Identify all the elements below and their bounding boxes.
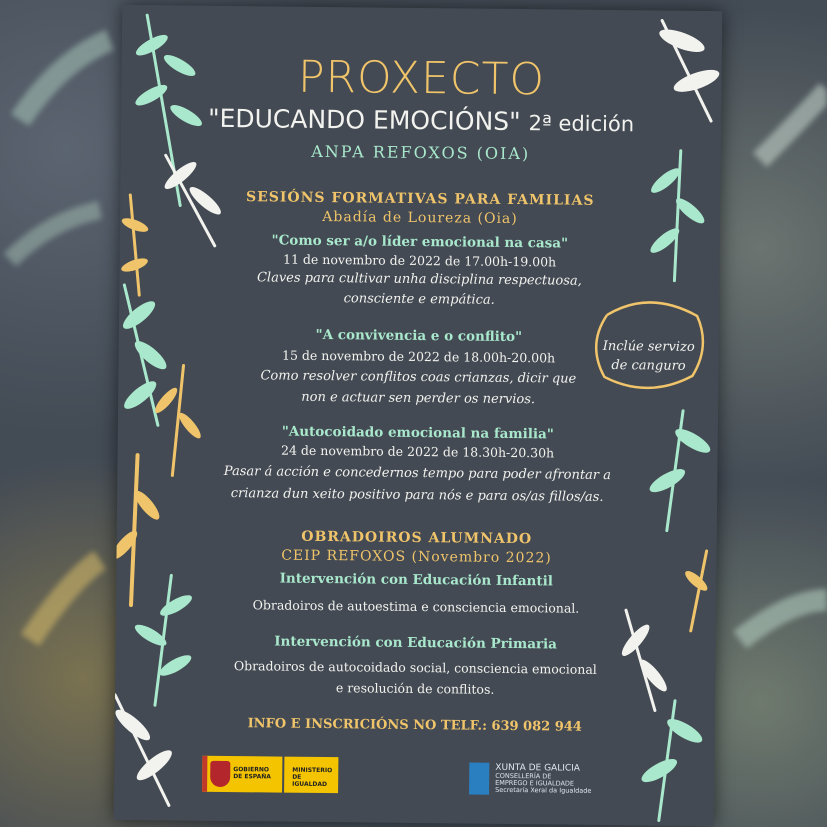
primaria-title: Intervención con Educación Primaria bbox=[274, 633, 558, 653]
xunta-line-2: EMPREGO E IGUALDADE bbox=[495, 778, 575, 788]
ministerio-text bbox=[284, 757, 338, 789]
project-title: PROXECTO bbox=[297, 51, 546, 106]
gobierno-text bbox=[233, 766, 271, 780]
gob-line-2: DE ESPAÑA bbox=[233, 773, 271, 781]
xunta-logo bbox=[469, 763, 592, 796]
gob-line-1: GOBIERNO bbox=[233, 766, 269, 774]
session-2-date: 15 de novembro de 2022 de 18.00h-20.00h bbox=[282, 347, 556, 366]
xunta-text bbox=[495, 763, 592, 795]
badge-text bbox=[580, 337, 716, 376]
session-2-desc-1: Como resolver conflitos coas crianzas, dicir que bbox=[260, 368, 577, 387]
session-2-desc-2: non e actuar sen perder os nervios. bbox=[301, 389, 536, 408]
session-1-date: 11 de novembro de 2022 de 17.00h-19.00h bbox=[283, 251, 557, 270]
edition-text: 2ª edición bbox=[528, 111, 635, 137]
coat-of-arms-icon bbox=[210, 761, 230, 787]
contact-info: INFO E INSCRICIÓNS NO TELF.: 639 082 944 bbox=[247, 716, 582, 735]
session-2-title: "A convivencia e o conflito" bbox=[315, 326, 523, 346]
subtitle-text: "EDUCANDO EMOCIÓNS" bbox=[207, 103, 521, 137]
poster bbox=[114, 5, 723, 826]
students-heading: OBRADOIROS ALUMNADO bbox=[301, 528, 533, 548]
gobierno-block bbox=[202, 756, 282, 793]
badge-line-2: de canguro bbox=[611, 358, 686, 374]
primaria-desc-1: Obradoiros de autocoidado social, consciencia emocional bbox=[233, 658, 597, 677]
infantil-desc: Obradoiros de autoestima e consciencia emocional. bbox=[252, 597, 580, 616]
min-line-1: MINISTERIO bbox=[292, 766, 333, 775]
min-line-2: DE IGUALDAD bbox=[292, 773, 328, 789]
xunta-line-3: Secretaría Xeral da Igualdade bbox=[495, 785, 592, 795]
primaria-desc-2: e resolución de conflitos. bbox=[335, 680, 495, 697]
session-3-desc-2: crianza dun xeito positivo para nós e para os/as fillos/as. bbox=[230, 486, 604, 505]
ministerio-block bbox=[284, 757, 338, 794]
xunta-line-1: CONSELLERÍA DE bbox=[495, 771, 552, 781]
session-3-date: 24 de novembro de 2022 de 18.30h-20.30h bbox=[281, 442, 555, 461]
session-3-title: "Autocoidado emocional na familia" bbox=[281, 423, 554, 443]
session-1-desc-2: consciente e empática. bbox=[343, 291, 495, 308]
session-3-desc-1: Pasar á acción e concedernos tempo para poder afrontar a bbox=[223, 463, 612, 484]
families-location: Abadía de Loureza (Oia) bbox=[322, 208, 518, 228]
session-1-desc-1: Claves para cultivar unha disciplina respectuosa, bbox=[256, 270, 582, 289]
gobierno-logo bbox=[202, 756, 338, 793]
xunta-flag-icon bbox=[469, 763, 489, 795]
xunta-name: XUNTA DE GALICIA bbox=[495, 762, 581, 774]
organizer: ANPA REFOXOS (OIA) bbox=[311, 141, 531, 164]
session-1-title: "Como ser a/o líder emocional na casa" bbox=[271, 232, 569, 252]
infantil-title: Intervención con Educación Infantil bbox=[279, 570, 553, 590]
badge-line-1: Inclúe servizo bbox=[602, 338, 695, 355]
flag-stripe bbox=[202, 756, 207, 792]
students-location: CEIP REFOXOS (Novembro 2022) bbox=[281, 547, 552, 567]
families-heading: SESIÓNS FORMATIVAS PARA FAMILIAS bbox=[245, 189, 595, 209]
